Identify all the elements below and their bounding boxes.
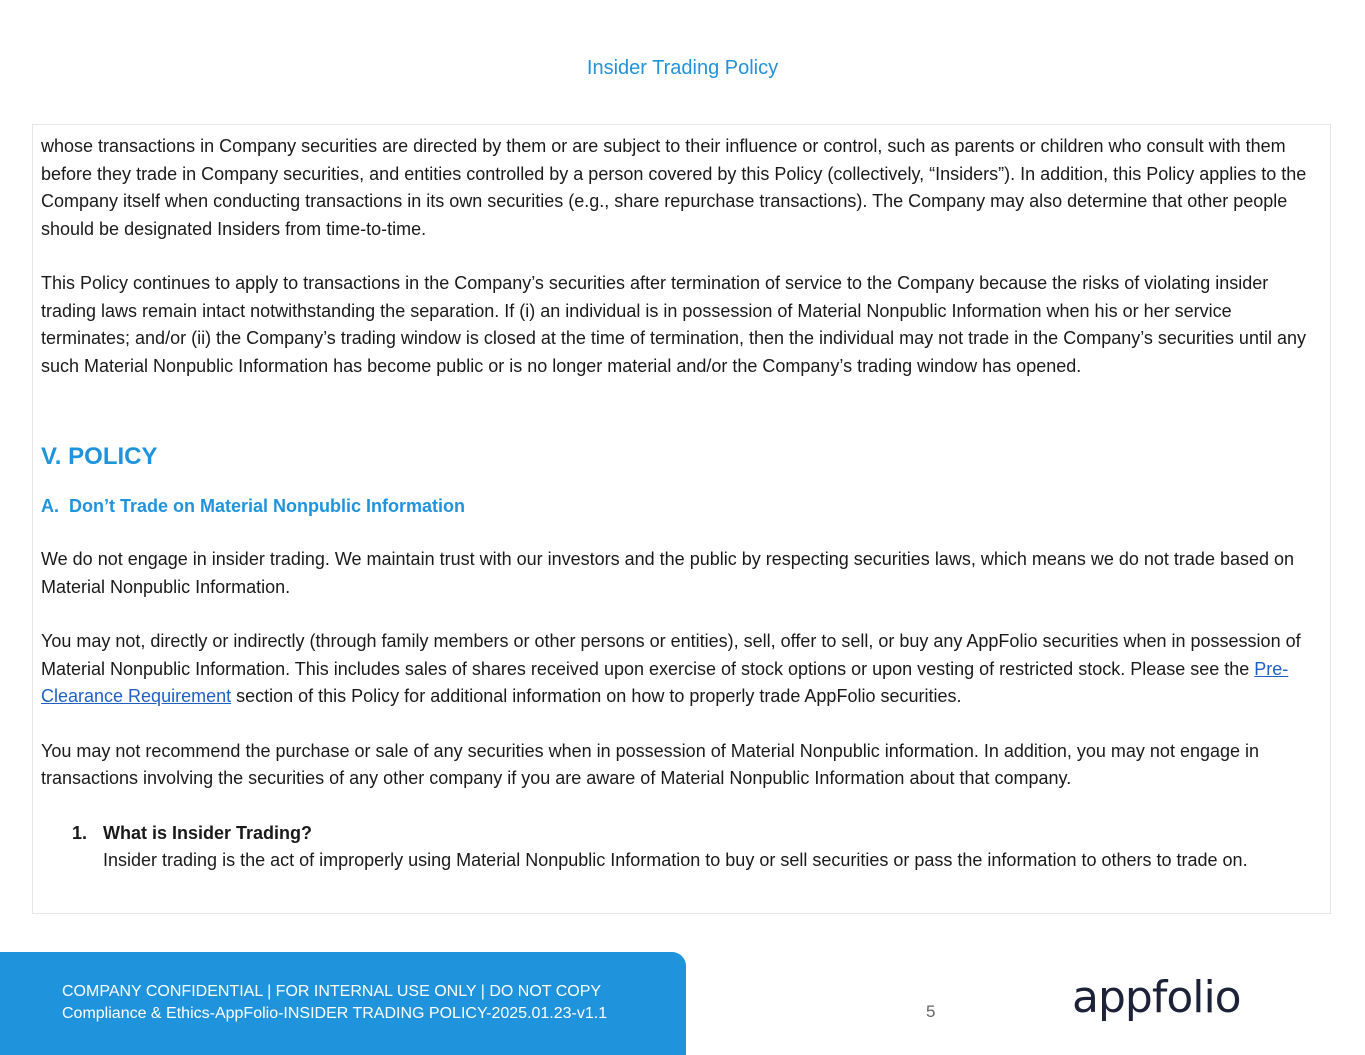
- page-number: 5: [926, 1002, 936, 1021]
- subsection-heading: [41, 494, 1322, 518]
- footer-confidentiality-notice: COMPANY CONFIDENTIAL | FOR INTERNAL USE ONLY | DO NOT COPY: [62, 983, 602, 1000]
- subsection-title: Don’t Trade on Material Nonpublic Information: [69, 496, 466, 516]
- list-item-number: 1.: [72, 822, 88, 843]
- paragraph-recommendations: You may not recommend the purchase or sale of any securities when in possession of Material Nonpublic information. In addition, you may not engage in transactions involving the securities of any other company if you are aware of Material Nonpublic Information about that company.: [41, 740, 1260, 788]
- footer-document-id: Compliance & Ethics-AppFolio-INSIDER TRADING POLICY-2025.01.23-v1.1: [62, 1005, 608, 1022]
- pre-clearance-link[interactable]: Pre-Clearance Requirement: [41, 658, 1289, 706]
- document-body: [32, 124, 1331, 914]
- footer-confidential-band: [0, 952, 686, 1055]
- paragraph-post-termination: This Policy continues to apply to transactions in the Company’s securities after termination of service to the Company because the risks of violating insider trading laws remain intact notwithstanding the separation. If (i) an individual is in possession of Material Nonpublic Information when his or her service terminates; and/or (ii) the Company’s trading window is closed at the time of termination, then the individual may not trade in the Company’s securities until any such Material Nonpublic Information has become public or is no longer material and/or the Company’s trading window has opened.: [41, 273, 1306, 376]
- list-item: [41, 820, 1322, 875]
- paragraph-text-after-link: section of this Policy for additional information on how to properly trade AppFolio securities.: [231, 686, 962, 706]
- paragraph-trading-restrictions: [41, 628, 1322, 711]
- paragraph-text-before-link: You may not, directly or indirectly (through family members or other persons or entities), sell, offer to sell, or buy any AppFolio securities when in possession of Material Nonpublic Information. This includes sales of shares received upon exercise of stock options or upon vesting of restricted stock. Please see the: [41, 631, 1301, 679]
- appfolio-logo: appfolio: [1072, 972, 1241, 1023]
- list-item-text: Insider trading is the act of improperly using Material Nonpublic Information to buy or sell securities or pass the information to others to trade on.: [103, 850, 1248, 870]
- section-heading-policy: V. POLICY: [41, 443, 158, 470]
- paragraph-insiders-definition: whose transactions in Company securities are directed by them or are subject to their influence or control, such as parents or children who consult with them before they trade in Company securities, and entities controlled by a person covered by this Policy (collectively, “Insiders”). In addition, this Policy applies to the Company itself when conducting transactions in its own securities (e.g., share repurchase transactions). The Company may also determine that other people should be designated Insiders from time-to-time.: [41, 136, 1307, 239]
- paragraph-no-insider-trading: We do not engage in insider trading. We maintain trust with our investors and the public by respecting securities laws, which means we do not trade based on Material Nonpublic Information.: [41, 549, 1295, 597]
- subsection-marker: A.: [41, 496, 59, 516]
- page-title: Insider Trading Policy: [586, 57, 779, 79]
- list-item-title: What is Insider Trading?: [103, 822, 313, 843]
